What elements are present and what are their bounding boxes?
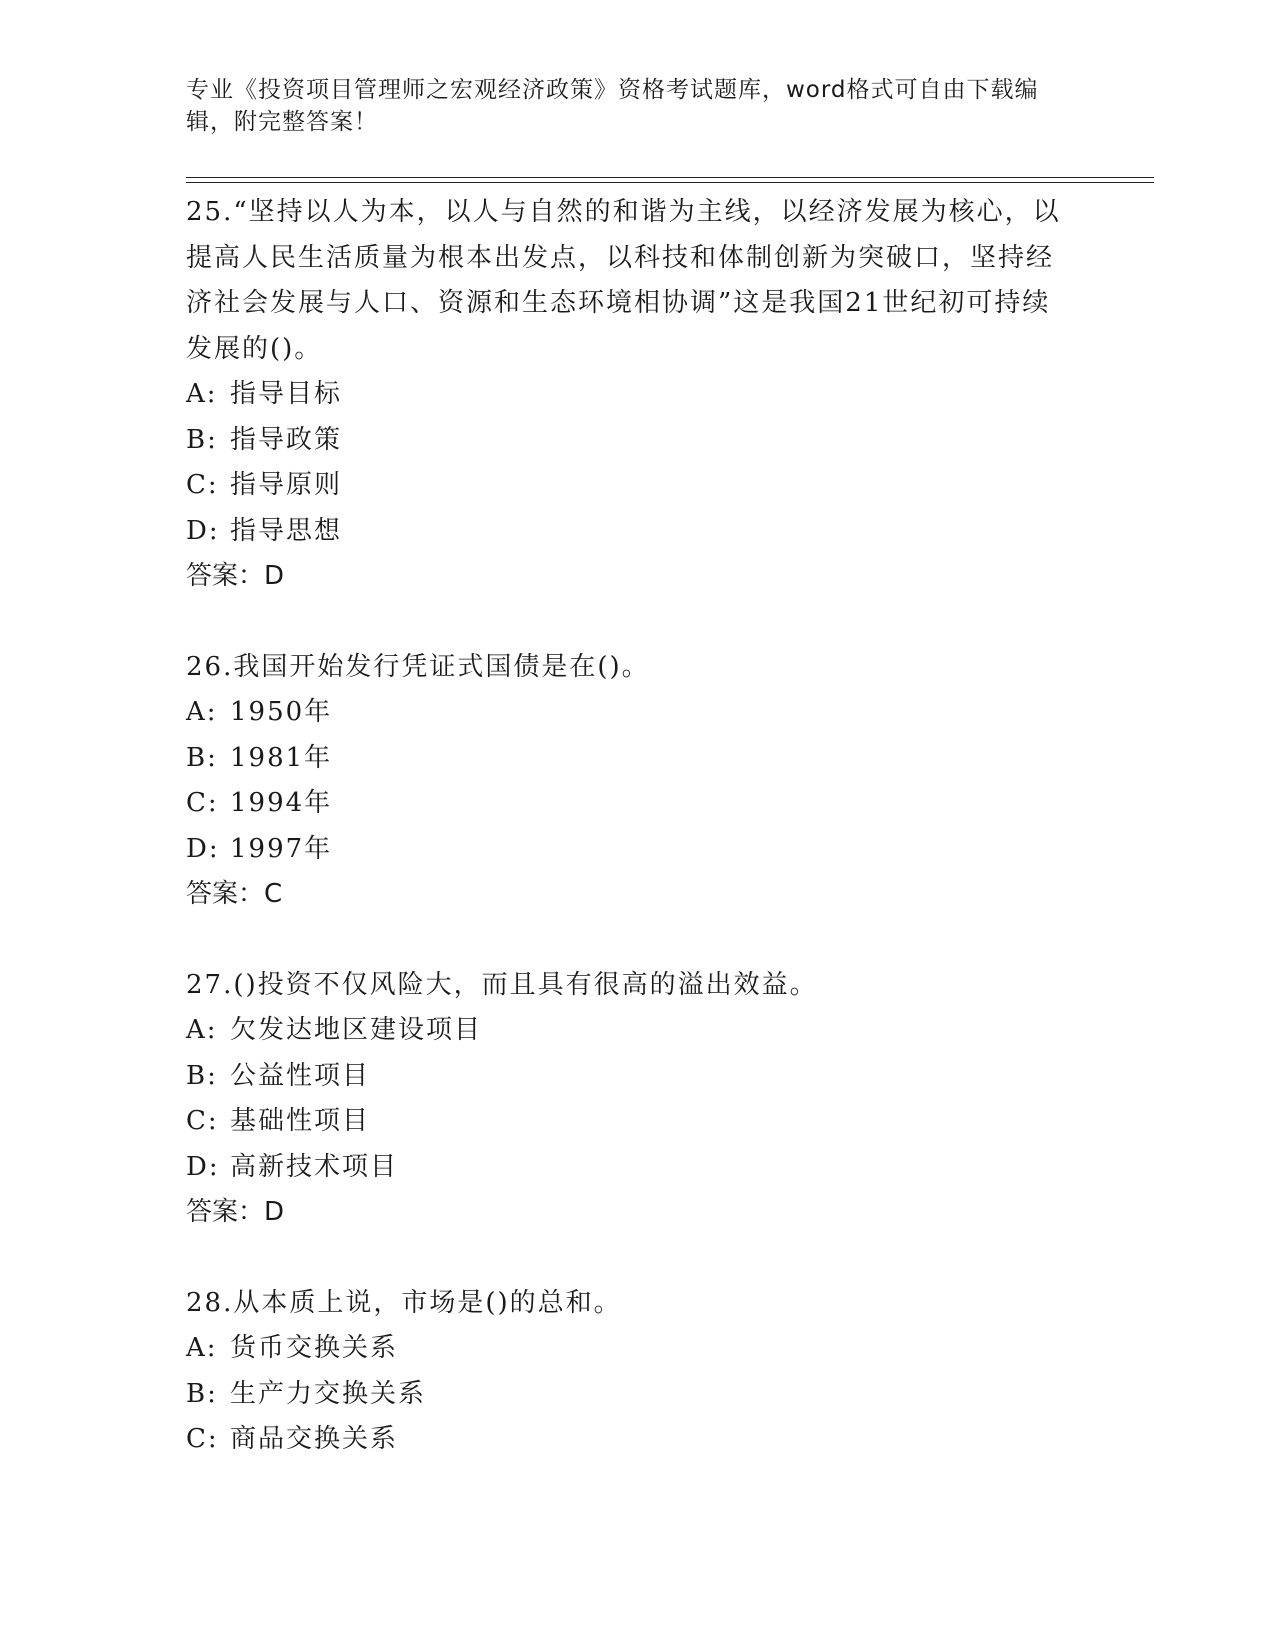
option-letter: B:: [186, 424, 218, 455]
option-b: [186, 418, 1076, 464]
header-divider-bottom: [186, 182, 1154, 183]
option-c: [186, 1417, 1076, 1463]
option-text: 货币交换关系: [230, 1333, 399, 1363]
answer-line: 答案：D: [186, 561, 285, 591]
option-c: [186, 463, 1076, 509]
option-letter: A:: [186, 697, 218, 727]
question-spacer: [186, 918, 1076, 963]
option-letter: A:: [186, 1015, 218, 1045]
option-letter: D:: [186, 1151, 220, 1182]
option-a: [186, 372, 1076, 418]
question-25: [186, 190, 1076, 600]
option-letter: C:: [186, 1424, 219, 1454]
option-letter: B:: [186, 742, 218, 773]
option-text: 1994年: [230, 788, 333, 818]
option-letter: C:: [186, 470, 219, 500]
option-c: [186, 1099, 1076, 1145]
option-d: [186, 1145, 1076, 1191]
option-letter: B:: [186, 1060, 218, 1091]
question-stem: 26.我国开始发行凭证式国债是在()。: [186, 651, 650, 682]
option-a: [186, 1326, 1076, 1372]
option-b: [186, 736, 1076, 782]
option-d: [186, 827, 1076, 873]
question-28: [186, 1281, 1076, 1463]
option-text: 生产力交换关系: [230, 1378, 427, 1409]
question-stem: 27.()投资不仅风险大，而且具有很高的溢出效益。: [186, 969, 818, 1000]
question-26: [186, 645, 1076, 918]
option-text: 指导思想: [230, 515, 343, 546]
option-text: 指导政策: [230, 424, 343, 455]
option-text: 指导目标: [230, 379, 343, 409]
option-letter: D:: [186, 833, 220, 864]
option-text: 商品交换关系: [230, 1424, 399, 1454]
question-27: [186, 963, 1076, 1236]
option-b: [186, 1372, 1076, 1418]
option-d: [186, 509, 1076, 555]
question-spacer: [186, 1236, 1076, 1281]
option-letter: A:: [186, 1333, 218, 1363]
option-text: 1950年: [230, 697, 333, 727]
question-list: [186, 190, 1076, 1463]
option-c: [186, 781, 1076, 827]
document-intro: 专业《投资项目管理师之宏观经济政策》资格考试题库，word格式可自由下载编辑，附完整答案！: [186, 77, 1039, 135]
question-spacer: [186, 600, 1076, 645]
option-text: 高新技术项目: [230, 1151, 399, 1182]
option-letter: D:: [186, 515, 220, 546]
option-letter: C:: [186, 788, 219, 818]
question-stem: 28.从本质上说，市场是()的总和。: [186, 1287, 622, 1318]
option-a: [186, 690, 1076, 736]
option-text: 1981年: [230, 742, 333, 773]
answer-line: 答案：C: [186, 879, 283, 909]
option-text: 指导原则: [230, 470, 343, 500]
option-letter: C:: [186, 1106, 219, 1136]
option-a: [186, 1008, 1076, 1054]
option-letter: A:: [186, 379, 218, 409]
header-divider-top: [186, 177, 1154, 178]
option-letter: B:: [186, 1378, 218, 1409]
option-text: 1997年: [230, 833, 333, 864]
question-stem: 25.“坚持以人为本，以人与自然的和谐为主线，以经济发展为核心，以提高人民生活质量为根本出发点，以科技和体制创新为突破口，坚持经济社会发展与人口、资源和生态环境相协调”这是我国21世纪初可持续发展的()。: [186, 197, 1061, 364]
option-text: 基础性项目: [230, 1106, 371, 1136]
option-text: 欠发达地区建设项目: [230, 1015, 483, 1045]
option-text: 公益性项目: [230, 1060, 371, 1091]
answer-line: 答案：D: [186, 1197, 285, 1227]
option-b: [186, 1054, 1076, 1100]
